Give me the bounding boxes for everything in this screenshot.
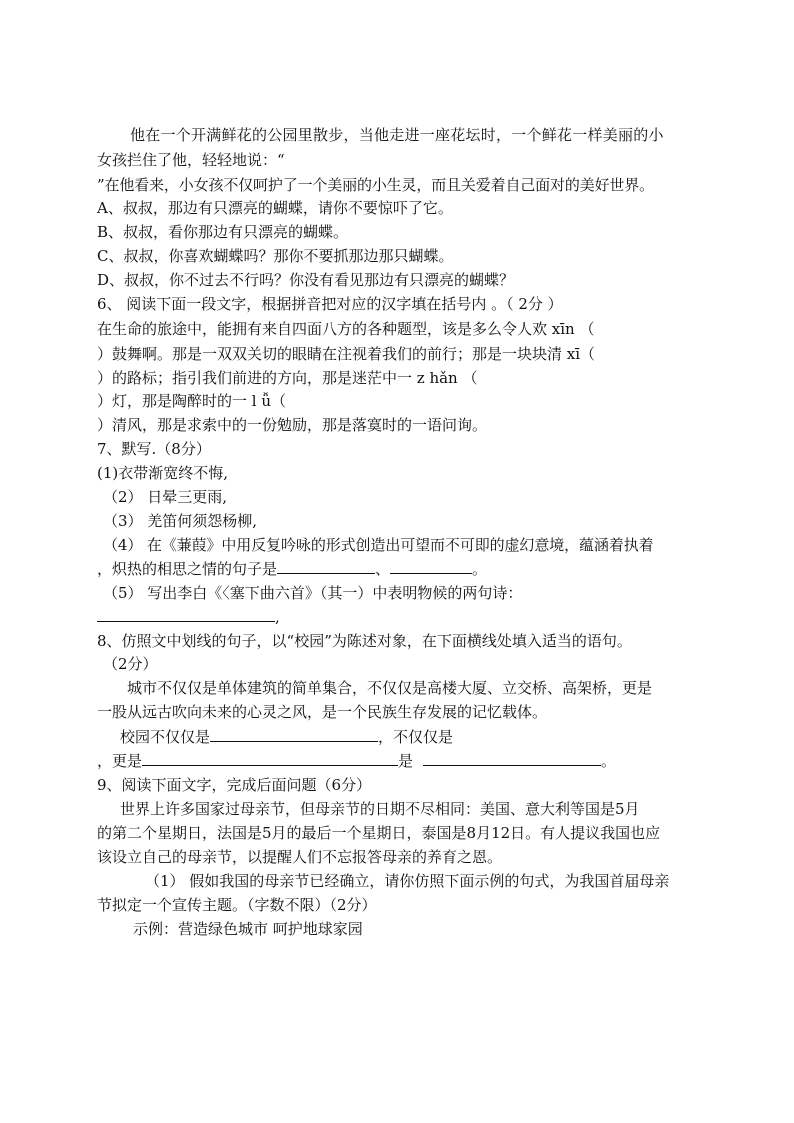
passage-line-2: 女孩拦住了他，轻轻地说：“ — [97, 151, 285, 169]
q8-passage-1: 城市不仅仅是单体建筑的简单集合，不仅仅是高楼大厦、立交桥、高架桥，更是 — [127, 679, 653, 697]
q8-fill-2c: 。 — [601, 752, 617, 770]
q8-title: 8、仿照文中划线的句子，以“校园”为陈述对象，在下面横线处填入适当的语句。 — [97, 632, 632, 650]
q8-passage-2: 一股从远古吹向未来的心灵之风，是一个民族生存发展的记忆载体。 — [97, 703, 548, 721]
q9-sub-1a: （1） 假如我国的母亲节已经确立，请你仿照下面示例的句式，为我国首届母亲 — [145, 872, 670, 890]
q8-fill-2b: 是 — [398, 752, 414, 770]
q8-fill-1a: 校园不仅仅是 — [120, 728, 211, 746]
answer-blank[interactable] — [97, 607, 275, 622]
answer-blank[interactable] — [390, 559, 472, 574]
q8-fill-2a: ，更是 — [97, 752, 143, 770]
q7-item-3: （3） 羌笛何须怨杨柳, — [103, 512, 258, 530]
q7-item-4b-sep: 、 — [375, 560, 391, 578]
answer-blank[interactable] — [423, 751, 601, 766]
q6-title: 6、 阅读下面一段文字，根据拼音把对应的汉字填在括号内 。（ 2分 ） — [97, 295, 563, 313]
q7-item-4b-text: ，炽热的相思之情的句子是 — [97, 560, 278, 578]
q9-sub-1b: 节拟定一个宣传主题。（字数不限）（2分） — [97, 896, 377, 914]
q8-score: （2分） — [103, 655, 158, 673]
q8-fill-1 — [120, 727, 453, 747]
q8-fill-1b: ，不仅仅是 — [378, 728, 454, 746]
q6-line-4: ）灯，那是陶醉时的一 l ǚ（ — [97, 392, 286, 410]
q7-item-4b-end: 。 — [472, 560, 488, 578]
q6-line-3: ）的路标；指引我们前进的方向，那是迷茫中一 z hǎn （ — [97, 369, 478, 387]
answer-blank[interactable] — [142, 751, 398, 766]
option-d: D、叔叔，你不过去不行吗？你没有看见那边有只漂亮的蝴蝶？ — [97, 271, 515, 289]
passage-line-3: ”在他看来，小女孩不仅呵护了一个美丽的小生灵，而且关爱着自己面对的美好世界。 — [97, 176, 654, 194]
q9-passage-1: 世界上许多国家过母亲节，但母亲节的日期不尽相同：美国、意大利等国是5月 — [120, 800, 640, 818]
option-c: C、叔叔，你喜欢蝴蝶吗？那你不要抓那边那只蝴蝶。 — [97, 247, 454, 265]
q7-title: 7、默写.（8分） — [97, 440, 211, 458]
answer-blank[interactable] — [277, 559, 375, 574]
q9-example: 示例：营造绿色城市 呵护地球家园 — [133, 920, 363, 938]
q9-title: 9、阅读下面文字，完成后面问题（6分） — [97, 776, 372, 794]
q7-item-1: (1)衣带渐宽终不悔, — [97, 464, 229, 482]
option-a: A、叔叔，那边有只漂亮的蝴蝶，请你不要惊吓了它。 — [97, 199, 453, 217]
q7-item-4a: （4） 在《蒹葭》中用反复吟咏的形式创造出可望而不可即的虚幻意境，蕴涵着执着 — [103, 536, 654, 554]
q7-item-5: （5） 写出李白《〈塞下曲六首》（其一）中表明物候的两句诗： — [103, 584, 523, 602]
q8-fill-2 — [97, 751, 616, 771]
q6-line-1: 在生命的旅途中，能拥有来自四面八方的各种题型，该是多么令人欢 xīn （ — [97, 320, 595, 338]
option-b: B、叔叔，看你那边有只漂亮的蝴蝶。 — [97, 223, 349, 241]
q9-passage-2: 的第二个星期日，法国是5月的最后一个星期日，泰国是8月12日。有人提议我国也应 — [97, 824, 661, 842]
q7-item-5-answer — [97, 607, 280, 627]
q9-passage-3: 该设立自己的母亲节，以提醒人们不忘报答母亲的养育之恩。 — [97, 848, 503, 866]
q7-item-4b — [97, 559, 487, 579]
q6-line-2: ）鼓舞啊。那是一双双关切的眼睛在注视着我们的前行；那是一块块清 xī（ — [97, 345, 596, 363]
passage-line-1: 他在一个开满鲜花的公园里散步，当他走进一座花坛时，一个鲜花一样美丽的小 — [130, 126, 664, 144]
answer-blank[interactable] — [210, 727, 378, 742]
q7-item-5-end: , — [275, 608, 280, 626]
q7-item-2: （2） 日晕三更雨, — [103, 488, 228, 506]
q6-line-5: ）清风，那是求索中的一份勉励，那是落寞时的一语问询。 — [97, 416, 488, 434]
